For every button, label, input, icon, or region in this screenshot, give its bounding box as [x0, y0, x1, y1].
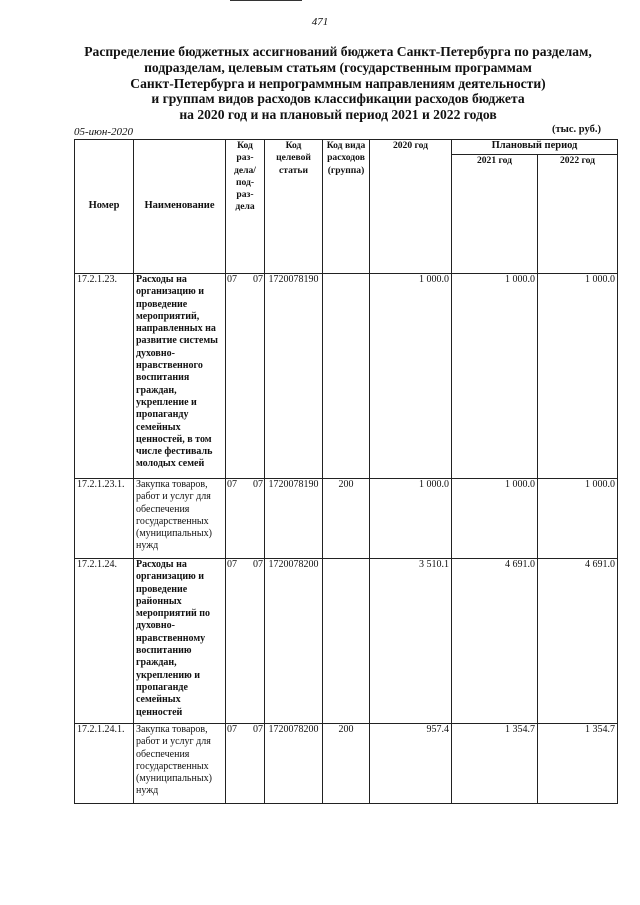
row-2022: 4 691.0: [538, 559, 618, 724]
subsection-code: 07: [253, 274, 263, 285]
document-title: [60, 44, 616, 123]
row-2021: 1 354.7: [452, 724, 538, 804]
row-name: Расходы на организацию и проведение мероприятий, направленных на развитие системы духовно-нравственного воспитания граждан, укрепление и пропаганду семейных ценностей, в том числе фестиваль молодых семей: [134, 274, 226, 479]
row-group: [323, 274, 370, 479]
row-group: [323, 559, 370, 724]
header-target-code: Код целевой статьи: [265, 140, 323, 274]
row-section: [226, 559, 265, 724]
row-target-code: 1720078200: [265, 559, 323, 724]
header-year-2020: 2020 год: [370, 140, 452, 274]
row-2022: 1 354.7: [538, 724, 618, 804]
row-2020: 1 000.0: [370, 479, 452, 559]
title-line: на 2020 год и на плановый период 2021 и 2022 годов: [179, 107, 497, 123]
title-line: Санкт-Петербурга и непрограммным направлениям деятельности): [130, 75, 546, 91]
row-target-code: 1720078190: [265, 479, 323, 559]
row-number: 17.2.1.23.: [75, 274, 134, 479]
header-number: Номер: [75, 140, 134, 274]
row-2021: 1 000.0: [452, 479, 538, 559]
row-2021: 1 000.0: [452, 274, 538, 479]
row-section: [226, 724, 265, 804]
header-section-code: Код раз-дела/ под-раз-дела: [226, 140, 265, 274]
row-group: 200: [323, 724, 370, 804]
header-expense-type-code: Код вида расходов (группа): [323, 140, 370, 274]
row-number: 17.2.1.23.1.: [75, 479, 134, 559]
header-planned-period: Плановый период: [452, 140, 618, 155]
row-target-code: 1720078190: [265, 274, 323, 479]
table-header-row: [75, 140, 618, 155]
header-year-2021: 2021 год: [452, 155, 538, 274]
title-line: и группам видов расходов классификации расходов бюджета: [151, 91, 525, 107]
section-code: 07: [227, 479, 237, 490]
row-number: 17.2.1.24.: [75, 559, 134, 724]
table-row: [75, 559, 618, 724]
row-section: [226, 274, 265, 479]
subsection-code: 07: [253, 559, 263, 570]
section-code: 07: [227, 724, 237, 735]
header-year-2022: 2022 год: [538, 155, 618, 274]
table-row: [75, 274, 618, 479]
document-date: 05-июн-2020: [74, 126, 134, 138]
row-2020: 1 000.0: [370, 274, 452, 479]
budget-table: [74, 139, 618, 804]
row-name: Закупка товаров, работ и услуг для обеспечения государственных (муниципальных) нужд: [134, 479, 226, 559]
row-2022: 1 000.0: [538, 479, 618, 559]
row-2021: 4 691.0: [452, 559, 538, 724]
subsection-code: 07: [253, 479, 263, 490]
title-line: подразделам, целевым статьям (государственным программам: [144, 59, 532, 75]
section-code: 07: [227, 274, 237, 285]
row-group: 200: [323, 479, 370, 559]
table-row: [75, 479, 618, 559]
row-target-code: 1720078200: [265, 724, 323, 804]
units-label: (тыс. руб.): [552, 124, 601, 135]
row-2020: 3 510.1: [370, 559, 452, 724]
row-2022: 1 000.0: [538, 274, 618, 479]
row-name: Расходы на организацию и проведение районных мероприятий по духовно-нравственному воспитанию граждан, укреплению и пропаганде семейных ценностей: [134, 559, 226, 724]
page-number: 471: [311, 16, 329, 28]
section-code: 07: [227, 559, 237, 570]
row-2020: 957.4: [370, 724, 452, 804]
top-rule: [230, 0, 302, 1]
subsection-code: 07: [253, 724, 263, 735]
table-row: [75, 724, 618, 804]
title-line: Распределение бюджетных ассигнований бюджета Санкт-Петербурга по разделам,: [84, 44, 592, 59]
row-number: 17.2.1.24.1.: [75, 724, 134, 804]
row-section: [226, 479, 265, 559]
header-name: Наименование: [134, 140, 226, 274]
row-name: Закупка товаров, работ и услуг для обеспечения государственных (муниципальных) нужд: [134, 724, 226, 804]
